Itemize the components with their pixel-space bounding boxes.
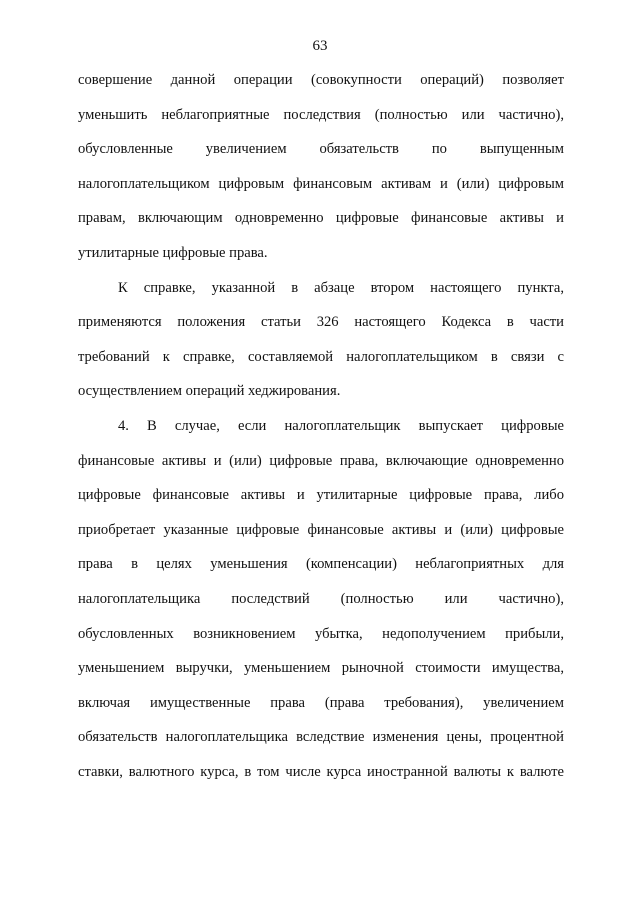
page-number: 63: [312, 38, 328, 54]
text-line: применяются положения статьи 326 настоящего Кодекса в части: [78, 314, 564, 331]
text-line: включая имущественные права (права требования), увеличением: [78, 694, 564, 711]
document-body: [78, 70, 564, 796]
text-line: приобретает указанные цифровые финансовые активы и (или) цифровые: [78, 521, 564, 538]
text-line: утилитарные цифровые права.: [78, 244, 268, 261]
text-line: обязательств налогоплательщика вследствие изменения цены, процентной: [78, 729, 564, 746]
text-line: налогоплательщика последствий (полностью или частично),: [78, 590, 564, 607]
text-line: обусловленные увеличением обязательств по выпущенным: [78, 141, 564, 158]
text-line: уменьшением выручки, уменьшением рыночной стоимости имущества,: [78, 660, 564, 677]
text-line: обусловленных возникновением убытка, недополучением прибыли,: [78, 625, 564, 642]
text-line: К справке, указанной в абзаце втором настоящего пункта,: [118, 279, 564, 296]
paragraph: [78, 416, 564, 797]
text-line: 4. В случае, если налогоплательщик выпускает цифровые: [118, 417, 564, 434]
text-line: требований к справке, составляемой налогоплательщиком в связи с: [78, 348, 564, 365]
text-line: осуществлением операций хеджирования.: [78, 383, 341, 400]
text-line: правам, включающим одновременно цифровые финансовые активы и: [78, 210, 564, 227]
text-line: налогоплательщиком цифровым финансовым активам и (или) цифровым: [78, 175, 564, 192]
text-line: ставки, валютного курса, в том числе курса иностранной валюты к валюте: [78, 763, 564, 780]
text-line: цифровые финансовые активы и утилитарные цифровые права, либо: [78, 487, 564, 504]
text-line: совершение данной операции (совокупности операций) позволяет: [78, 72, 564, 88]
paragraph: [78, 70, 564, 278]
text-line: уменьшить неблагоприятные последствия (полностью или частично),: [78, 106, 564, 123]
paragraph: [78, 278, 564, 416]
text-line: права в целях уменьшения (компенсации) неблагоприятных для: [78, 556, 564, 573]
text-line: финансовые активы и (или) цифровые права, включающие одновременно: [78, 452, 564, 469]
